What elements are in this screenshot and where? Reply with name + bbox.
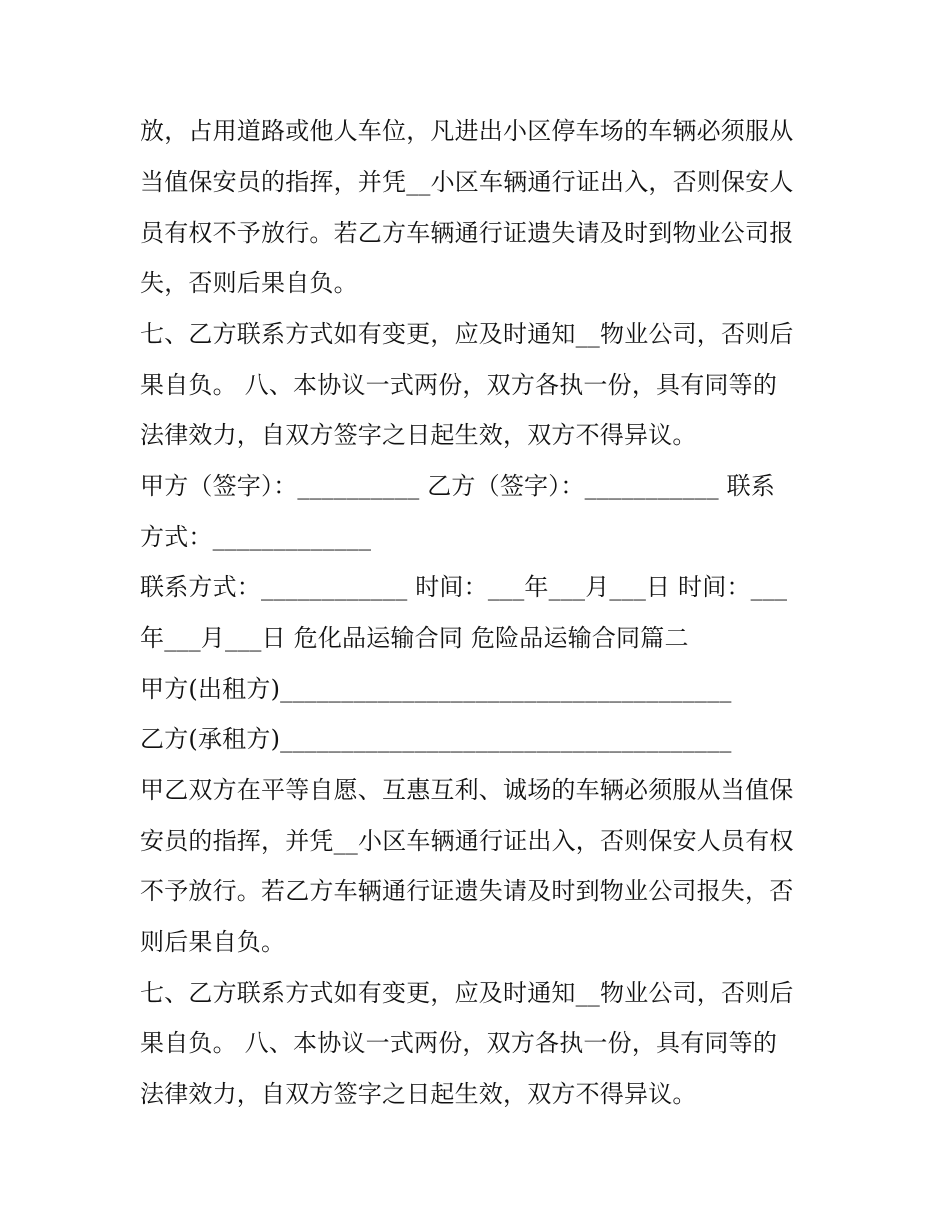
text-line: 当值保安员的指挥，并凭__小区车辆通行证出入，否则保安人: [140, 168, 794, 196]
signature-line: 甲方（签字）：__________ 乙方（签字）：___________ 联系: [140, 472, 776, 500]
text-line: 法律效力，自双方签字之日起生效，双方不得异议。: [140, 421, 697, 449]
text-line: 方式：_____________: [140, 523, 372, 551]
text-line: 七、乙方联系方式如有变更，应及时通知__物业公司，否则后: [140, 320, 794, 348]
text-line: 则后果自负。: [140, 928, 286, 956]
text-line: 年___月___日 危化品运输合同 危险品运输合同篇二: [140, 624, 689, 652]
text-line: 放，占用道路或他人车位，凡进出小区停车场的车辆必须服从: [140, 117, 794, 145]
text-line: 七、乙方联系方式如有变更，应及时通知__物业公司，否则后: [140, 979, 794, 1007]
contact-date-line: 联系方式：____________ 时间：___年___月___日 时间：___: [140, 573, 788, 601]
text-line: 失，否则后果自负。: [140, 269, 358, 297]
text-line: 法律效力，自双方签字之日起生效，双方不得异议。: [140, 1080, 697, 1108]
text-line: 不予放行。若乙方车辆通行证遗失请及时到物业公司报失，否: [140, 877, 794, 905]
text-line: 甲乙双方在平等自愿、互惠互利、诚场的车辆必须服从当值保: [140, 776, 794, 804]
party-b-line: 乙方(承租方)_____________________________________: [140, 725, 732, 753]
text-line: 果自负。 八、本协议一式两份，双方各执一份，具有同等的: [140, 1029, 778, 1057]
text-line: 果自负。 八、本协议一式两份，双方各执一份，具有同等的: [140, 371, 778, 399]
text-line: 安员的指挥，并凭__小区车辆通行证出入，否则保安人员有权: [140, 827, 794, 855]
text-line: 员有权不予放行。若乙方车辆通行证遗失请及时到物业公司报: [140, 219, 794, 247]
party-a-line: 甲方(出租方)_____________________________________: [140, 675, 732, 703]
